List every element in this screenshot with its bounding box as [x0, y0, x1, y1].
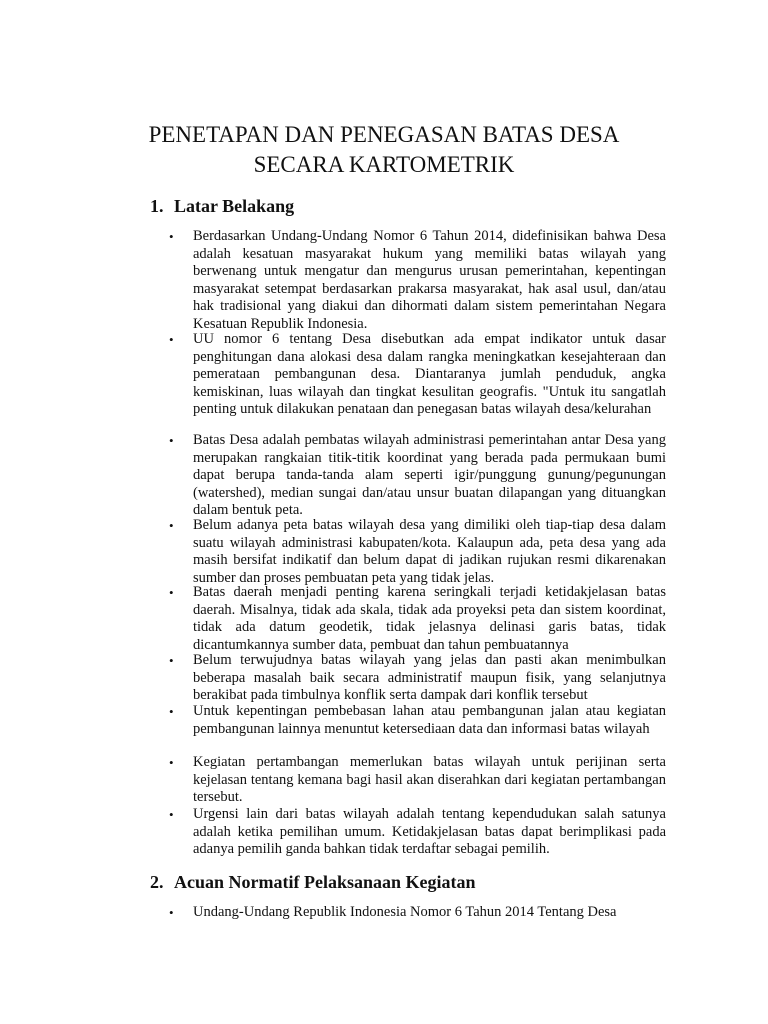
list-item	[169, 904, 666, 922]
list-item-text: Batas daerah menjadi penting karena seringkali terjadi ketidakjelasan batas daerah. Misalnya, tidak ada skala, tidak ada proyeksi peta dan sistem koordinat, tidak ada datum geodetik, tidak jelasnya delinasi garis batas, tidak dicantumkannya sumber data, pembuat dan tahun pembuatannya	[193, 584, 666, 653]
bullet-icon: •	[169, 653, 174, 668]
list-item	[169, 754, 666, 807]
list-item	[169, 432, 666, 520]
bullet-icon: •	[169, 585, 174, 600]
bullet-icon: •	[169, 332, 174, 347]
section-title: Latar Belakang	[174, 196, 295, 216]
bullet-icon: •	[169, 905, 174, 920]
list-item	[169, 228, 666, 333]
section-heading-latar-belakang	[150, 196, 294, 217]
list-item-text: Kegiatan pertambangan memerlukan batas wilayah untuk perijinan serta kejelasan tentang kemana bagi hasil akan diserahkan dari kegiatan pertambangan tersebut.	[193, 754, 666, 805]
list-item-text: Urgensi lain dari batas wilayah adalah tentang kependudukan salah satunya adalah ketika pemilihan umum. Ketidakjelasan batas dapat berimplikasi pada adanya pemilih ganda bahkan tidak terdaftar sebagai pemilih.	[193, 806, 666, 857]
bullet-icon: •	[169, 433, 174, 448]
document-title	[120, 120, 648, 180]
section-number: 1.	[150, 196, 164, 216]
list-item	[169, 517, 666, 587]
list-item	[169, 703, 666, 738]
bullet-icon: •	[169, 229, 174, 244]
title-line-1: PENETAPAN DAN PENEGASAN BATAS DESA	[148, 122, 620, 147]
list-item-text: Belum terwujudnya batas wilayah yang jelas dan pasti akan menimbulkan beberapa masalah baik secara administratif maupun fisik, yang selanjutnya berakibat pada timbulnya konflik serta dampak dari konflik tersebut	[193, 652, 666, 703]
section-heading-acuan-normatif	[150, 872, 476, 893]
list-item	[169, 584, 666, 654]
list-item-text: UU nomor 6 tentang Desa disebutkan ada empat indikator untuk dasar penghitungan dana alokasi desa dalam rangka meningkatkan kesejahteraan dan pemerataan pembangunan desa. Diantaranya jumlah penduduk, angka kemiskinan, luas wilayah dan tingkat kesulitan geografis. "Untuk itu sangatlah penting untuk dilakukan penataan dan penegasan batas wilayah desa/kelurahan	[193, 331, 666, 417]
bullet-icon: •	[169, 807, 174, 822]
list-item-text: Belum adanya peta batas wilayah desa yang dimiliki oleh tiap-tiap desa dalam suatu wilayah administrasi kabupaten/kota. Kalaupun ada, peta desa yang ada masih bersifat indikatif dan belum dapat di jadikan rujukan resmi dikarenakan sumber dan proses pembuatan peta yang tidak jelas.	[193, 517, 666, 586]
list-item	[169, 806, 666, 859]
list-item-text: Batas Desa adalah pembatas wilayah administrasi pemerintahan antar Desa yang merupakan rangkaian titik-titik koordinat yang berada pada permukaan bumi dapat berupa tanda-tanda alam seperti igir/punggung gunung/pegunungan (watershed), median sungai dan/atau unsur buatan dilapangan yang dituangkan dalam bentuk peta.	[193, 432, 666, 518]
section-number: 2.	[150, 872, 164, 892]
list-item-text: Untuk kepentingan pembebasan lahan atau pembangunan jalan atau kegiatan pembangunan lainnya menuntut ketersediaan data dan informasi batas wilayah	[193, 703, 666, 737]
section-title: Acuan Normatif Pelaksanaan Kegiatan	[174, 872, 476, 892]
bullet-icon: •	[169, 704, 174, 719]
list-item-text: Berdasarkan Undang-Undang Nomor 6 Tahun 2014, didefinisikan bahwa Desa adalah kesatuan masyarakat hukum yang memiliki batas wilayah yang berwenang untuk mengatur dan mengurus urusan pemerintahan, kepentingan masyarakat setempat berdasarkan prakarsa masyarakat, hak asal usul, dan/atau hak tradisional yang diakui dan dihormati dalam sistem pemerintahan Negara Kesatuan Republik Indonesia.	[193, 228, 666, 332]
list-item-text: Undang-Undang Republik Indonesia Nomor 6 Tahun 2014 Tentang Desa	[193, 904, 617, 920]
list-item	[169, 331, 666, 419]
bullet-icon: •	[169, 518, 174, 533]
bullet-icon: •	[169, 755, 174, 770]
list-item	[169, 652, 666, 705]
title-line-2: SECARA KARTOMETRIK	[253, 152, 515, 177]
